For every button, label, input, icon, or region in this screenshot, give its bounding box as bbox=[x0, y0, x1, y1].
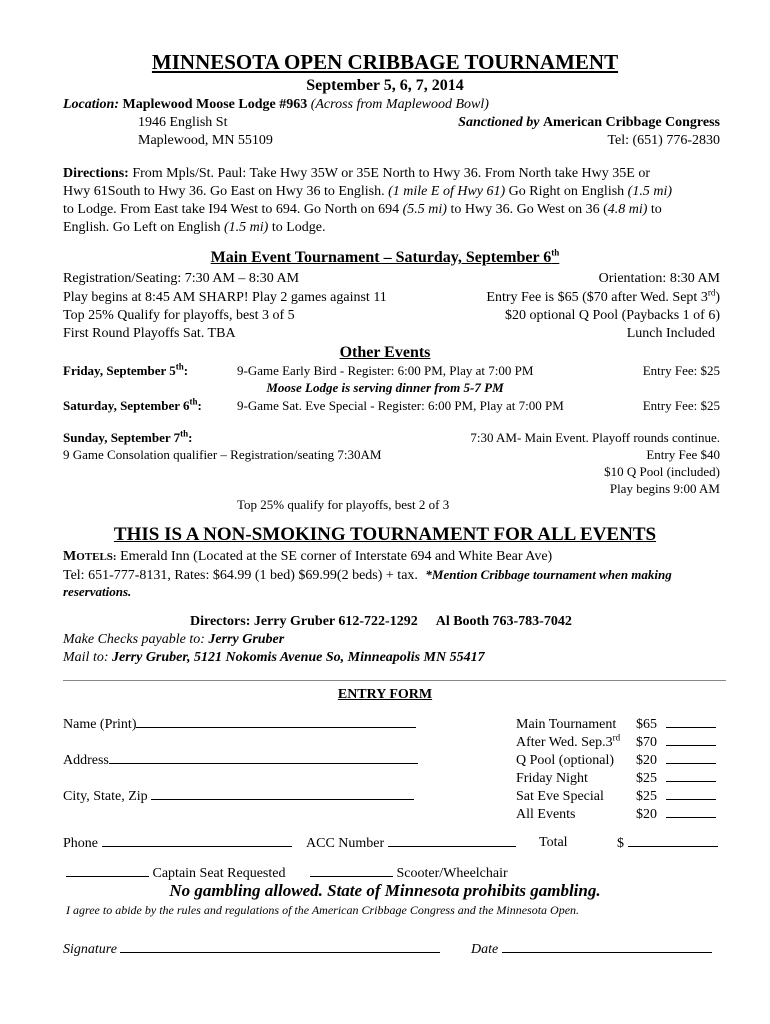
signature-label: Signature bbox=[63, 942, 117, 957]
saturday-fee: Entry Fee: $25 bbox=[642, 398, 720, 413]
fee-close: ) bbox=[715, 290, 720, 305]
lunch-text: Lunch Included bbox=[626, 326, 715, 341]
directions-text: to Lodge. bbox=[271, 220, 326, 235]
date-suffix: th bbox=[175, 361, 184, 372]
sunday-main: 7:30 AM- Main Event. Playoff rounds continue. bbox=[470, 430, 720, 445]
acc-number-field[interactable] bbox=[388, 834, 516, 847]
saturday-desc: 9-Game Sat. Eve Special - Register: 6:00 PM, Play at 7:00 PM bbox=[237, 398, 564, 413]
fee-field[interactable] bbox=[666, 805, 716, 818]
directors bbox=[190, 613, 572, 630]
non-smoking-banner: THIS IS A NON-SMOKING TOURNAMENT FOR ALL EVENTS bbox=[113, 524, 657, 545]
directions-line-1 bbox=[63, 165, 650, 182]
phone-field[interactable] bbox=[102, 834, 292, 847]
directions-distance: 4.8 mi) bbox=[607, 202, 648, 217]
directions-distance: (5.5 mi) bbox=[402, 202, 447, 217]
directions-text: Hwy 61South to Hwy 36. Go East on Hwy 36 to English. bbox=[63, 184, 385, 199]
motels-line-2 bbox=[63, 566, 672, 584]
friday-fee: Entry Fee: $25 bbox=[642, 363, 720, 378]
fee-row bbox=[516, 715, 716, 733]
motels-label-rest: OTELS: bbox=[76, 551, 117, 563]
sanctioned-line bbox=[458, 114, 720, 131]
acc-label: ACC Number bbox=[306, 836, 385, 851]
agreement-text: I agree to abide by the rules and regulations of the American Cribbage Congress and the Minnesota Open. bbox=[66, 903, 580, 917]
city-row bbox=[63, 787, 414, 805]
name-field[interactable] bbox=[136, 715, 416, 728]
saturday-label-text: Saturday, September 6 bbox=[63, 398, 190, 413]
fee-amount: $25 bbox=[636, 789, 657, 804]
friday-label: Friday, September 5th: bbox=[63, 361, 189, 378]
venue-phone: Tel: (651) 776-2830 bbox=[607, 133, 720, 148]
venue-street: 1946 English St bbox=[138, 115, 228, 130]
phone-label: Phone bbox=[63, 836, 98, 851]
fee-row bbox=[516, 733, 716, 751]
sunday-play: Play begins 9:00 AM bbox=[609, 481, 720, 496]
entry-fee bbox=[486, 289, 720, 306]
name-label: Name (Print) bbox=[63, 717, 137, 732]
date-suffix: th bbox=[189, 396, 198, 407]
fee-label: Sat Eve Special bbox=[516, 789, 604, 804]
directions-text: English. Go Left on English bbox=[63, 220, 221, 235]
sanctioned-by: American Cribbage Congress bbox=[542, 115, 720, 130]
friday-label-text: Friday, September 5 bbox=[63, 363, 176, 378]
other-events-heading: Other Events bbox=[339, 344, 431, 361]
captain-field[interactable] bbox=[66, 864, 149, 877]
directions-distance: (1.5 mi) bbox=[224, 220, 269, 235]
directions-line-2 bbox=[63, 183, 672, 200]
directions-text: to bbox=[650, 202, 662, 217]
motels-line-1 bbox=[63, 548, 552, 566]
date-row bbox=[471, 940, 712, 958]
location-label: Location: bbox=[63, 97, 119, 112]
motel-rates: Tel: 651-777-8131, Rates: $64.99 (1 bed) $69.99(2 beds) + tax. bbox=[63, 568, 418, 583]
qualify-text: Top 25% Qualify for playoffs, best 3 of 5 bbox=[63, 308, 295, 323]
fee-label: Friday Night bbox=[516, 771, 588, 786]
fee-label: Q Pool (optional) bbox=[516, 753, 614, 768]
fee-field[interactable] bbox=[666, 787, 716, 800]
total-label: Total bbox=[539, 835, 568, 850]
fee-label: Main Tournament bbox=[516, 717, 617, 732]
sunday-q-pool: $10 Q Pool (included) bbox=[604, 464, 720, 479]
fee-field[interactable] bbox=[666, 733, 716, 746]
directions-text: From Mpls/St. Paul: Take Hwy 35W or 35E North to Hwy 36. From North take Hwy 35E or bbox=[132, 166, 650, 181]
directions-distance: (1.5 mi) bbox=[627, 184, 672, 199]
fee-label: All Events bbox=[516, 807, 576, 822]
directions-line-3 bbox=[63, 201, 662, 218]
signature-row bbox=[63, 940, 440, 958]
first-round-text: First Round Playoffs Sat. TBA bbox=[63, 326, 236, 341]
sunday-label-text: Sunday, September 7 bbox=[63, 430, 181, 445]
venue-note: (Across from Maplewood Bowl) bbox=[310, 97, 489, 112]
directions-line-4 bbox=[63, 219, 325, 236]
total-row bbox=[617, 834, 718, 852]
checks-label: Make Checks payable to: bbox=[63, 632, 205, 647]
motel-info: Emerald Inn (Located at the SE corner of Interstate 694 and White Bear Ave) bbox=[120, 549, 553, 564]
directions-text: to Hwy 36. Go West on 36 ( bbox=[450, 202, 608, 217]
scooter-field[interactable] bbox=[310, 864, 393, 877]
checks-line bbox=[63, 631, 284, 648]
fee-label bbox=[516, 734, 636, 751]
fee-amount: $65 bbox=[636, 717, 657, 732]
motel-mention: *Mention Cribbage tournament when making bbox=[425, 567, 672, 582]
sunday-fee: Entry Fee $40 bbox=[646, 447, 720, 462]
fee-label-suffix: rd bbox=[612, 732, 621, 743]
sunday-qualify: Top 25% qualify for playoffs, best 2 of 3 bbox=[237, 497, 450, 512]
fee-amount: $20 bbox=[636, 753, 657, 768]
captain-row bbox=[66, 864, 285, 882]
mail-line bbox=[63, 649, 485, 666]
fee-amount: $20 bbox=[636, 807, 657, 822]
fee-field[interactable] bbox=[666, 769, 716, 782]
city-field[interactable] bbox=[151, 787, 414, 800]
directions-text: Go Right on English bbox=[508, 184, 625, 199]
motel-mention-cont: reservations. bbox=[63, 584, 132, 599]
registration-time: Registration/Seating: 7:30 AM – 8:30 AM bbox=[63, 271, 300, 286]
fee-suffix: rd bbox=[707, 287, 716, 298]
scooter-row bbox=[310, 864, 508, 882]
fee-row bbox=[516, 787, 716, 805]
fee-row bbox=[516, 769, 716, 787]
entry-form-heading: ENTRY FORM bbox=[337, 687, 433, 702]
divider bbox=[63, 680, 726, 681]
directions-label: Directions: bbox=[63, 166, 129, 181]
city-label: City, State, Zip bbox=[63, 789, 148, 804]
event-dates: September 5, 6, 7, 2014 bbox=[306, 77, 464, 94]
mail-label: Mail to: bbox=[63, 650, 109, 665]
saturday-label: Saturday, September 6th: bbox=[63, 396, 202, 413]
fee-label-text: After Wed. Sep.3 bbox=[516, 735, 613, 750]
director-1: Directors: Jerry Gruber 612-722-1292 bbox=[190, 614, 418, 629]
motels-label bbox=[63, 549, 117, 564]
total-currency: $ bbox=[617, 836, 624, 851]
scooter-label: Scooter/Wheelchair bbox=[396, 866, 508, 881]
orientation-time: Orientation: 8:30 AM bbox=[598, 271, 720, 286]
friday-desc: 9-Game Early Bird - Register: 6:00 PM, Play at 7:00 PM bbox=[237, 363, 534, 378]
dinner-note: Moose Lodge is serving dinner from 5-7 PM bbox=[266, 380, 504, 395]
mail-address: Jerry Gruber, 5121 Nokomis Avenue So, Minneapolis MN 55417 bbox=[112, 650, 485, 665]
checks-name: Jerry Gruber bbox=[208, 632, 285, 647]
signature-field[interactable] bbox=[120, 940, 440, 953]
captain-label: Captain Seat Requested bbox=[152, 866, 286, 881]
location-line bbox=[63, 96, 489, 113]
sunday-label: Sunday, September 7th: bbox=[63, 428, 193, 445]
directions-text: to Lodge. From East take I94 West to 694. Go North on 694 bbox=[63, 202, 400, 217]
main-event-heading bbox=[0, 248, 770, 267]
entry-fee-text: Entry Fee is $65 ($70 after Wed. Sept 3 bbox=[486, 290, 708, 305]
play-begins: Play begins at 8:45 AM SHARP! Play 2 games against 11 bbox=[63, 290, 387, 305]
date-field[interactable] bbox=[502, 940, 712, 953]
gambling-notice: No gambling allowed. State of Minnesota prohibits gambling. bbox=[169, 881, 601, 900]
address-field[interactable] bbox=[109, 751, 418, 764]
fee-amount: $70 bbox=[636, 735, 657, 750]
page-title: MINNESOTA OPEN CRIBBAGE TOURNAMENT bbox=[151, 50, 619, 74]
name-row bbox=[63, 715, 416, 733]
fee-field[interactable] bbox=[666, 715, 716, 728]
consolation-text: 9 Game Consolation qualifier – Registration/seating 7:30AM bbox=[63, 447, 382, 462]
q-pool-text: $20 optional Q Pool (Paybacks 1 of 6) bbox=[504, 308, 720, 323]
director-2: Al Booth 763-783-7042 bbox=[435, 614, 572, 629]
phone-row bbox=[63, 834, 292, 852]
gambling-text: No gambling allowed. State of Minnesota prohibits gambling bbox=[169, 881, 597, 900]
venue-city: Maplewood, MN 55109 bbox=[138, 133, 273, 148]
motels-label-initial: M bbox=[63, 549, 77, 564]
venue-name: Maplewood Moose Lodge #963 bbox=[122, 97, 308, 112]
fee-field[interactable] bbox=[666, 751, 716, 764]
fee-amount: $25 bbox=[636, 771, 657, 786]
fee-row bbox=[516, 751, 716, 769]
address-label: Address bbox=[63, 753, 109, 768]
directions-distance: (1 mile E of Hwy 61) bbox=[388, 184, 506, 199]
date-suffix: th bbox=[180, 428, 189, 439]
date-label: Date bbox=[471, 942, 499, 957]
heading-suffix: th bbox=[551, 247, 560, 258]
acc-row bbox=[306, 834, 516, 852]
fee-row bbox=[516, 805, 716, 823]
address-row bbox=[63, 751, 418, 769]
main-event-heading-text: Main Event Tournament – Saturday, September 6 bbox=[210, 249, 552, 266]
total-field[interactable] bbox=[628, 834, 718, 847]
sanctioned-label: Sanctioned by bbox=[458, 115, 540, 130]
